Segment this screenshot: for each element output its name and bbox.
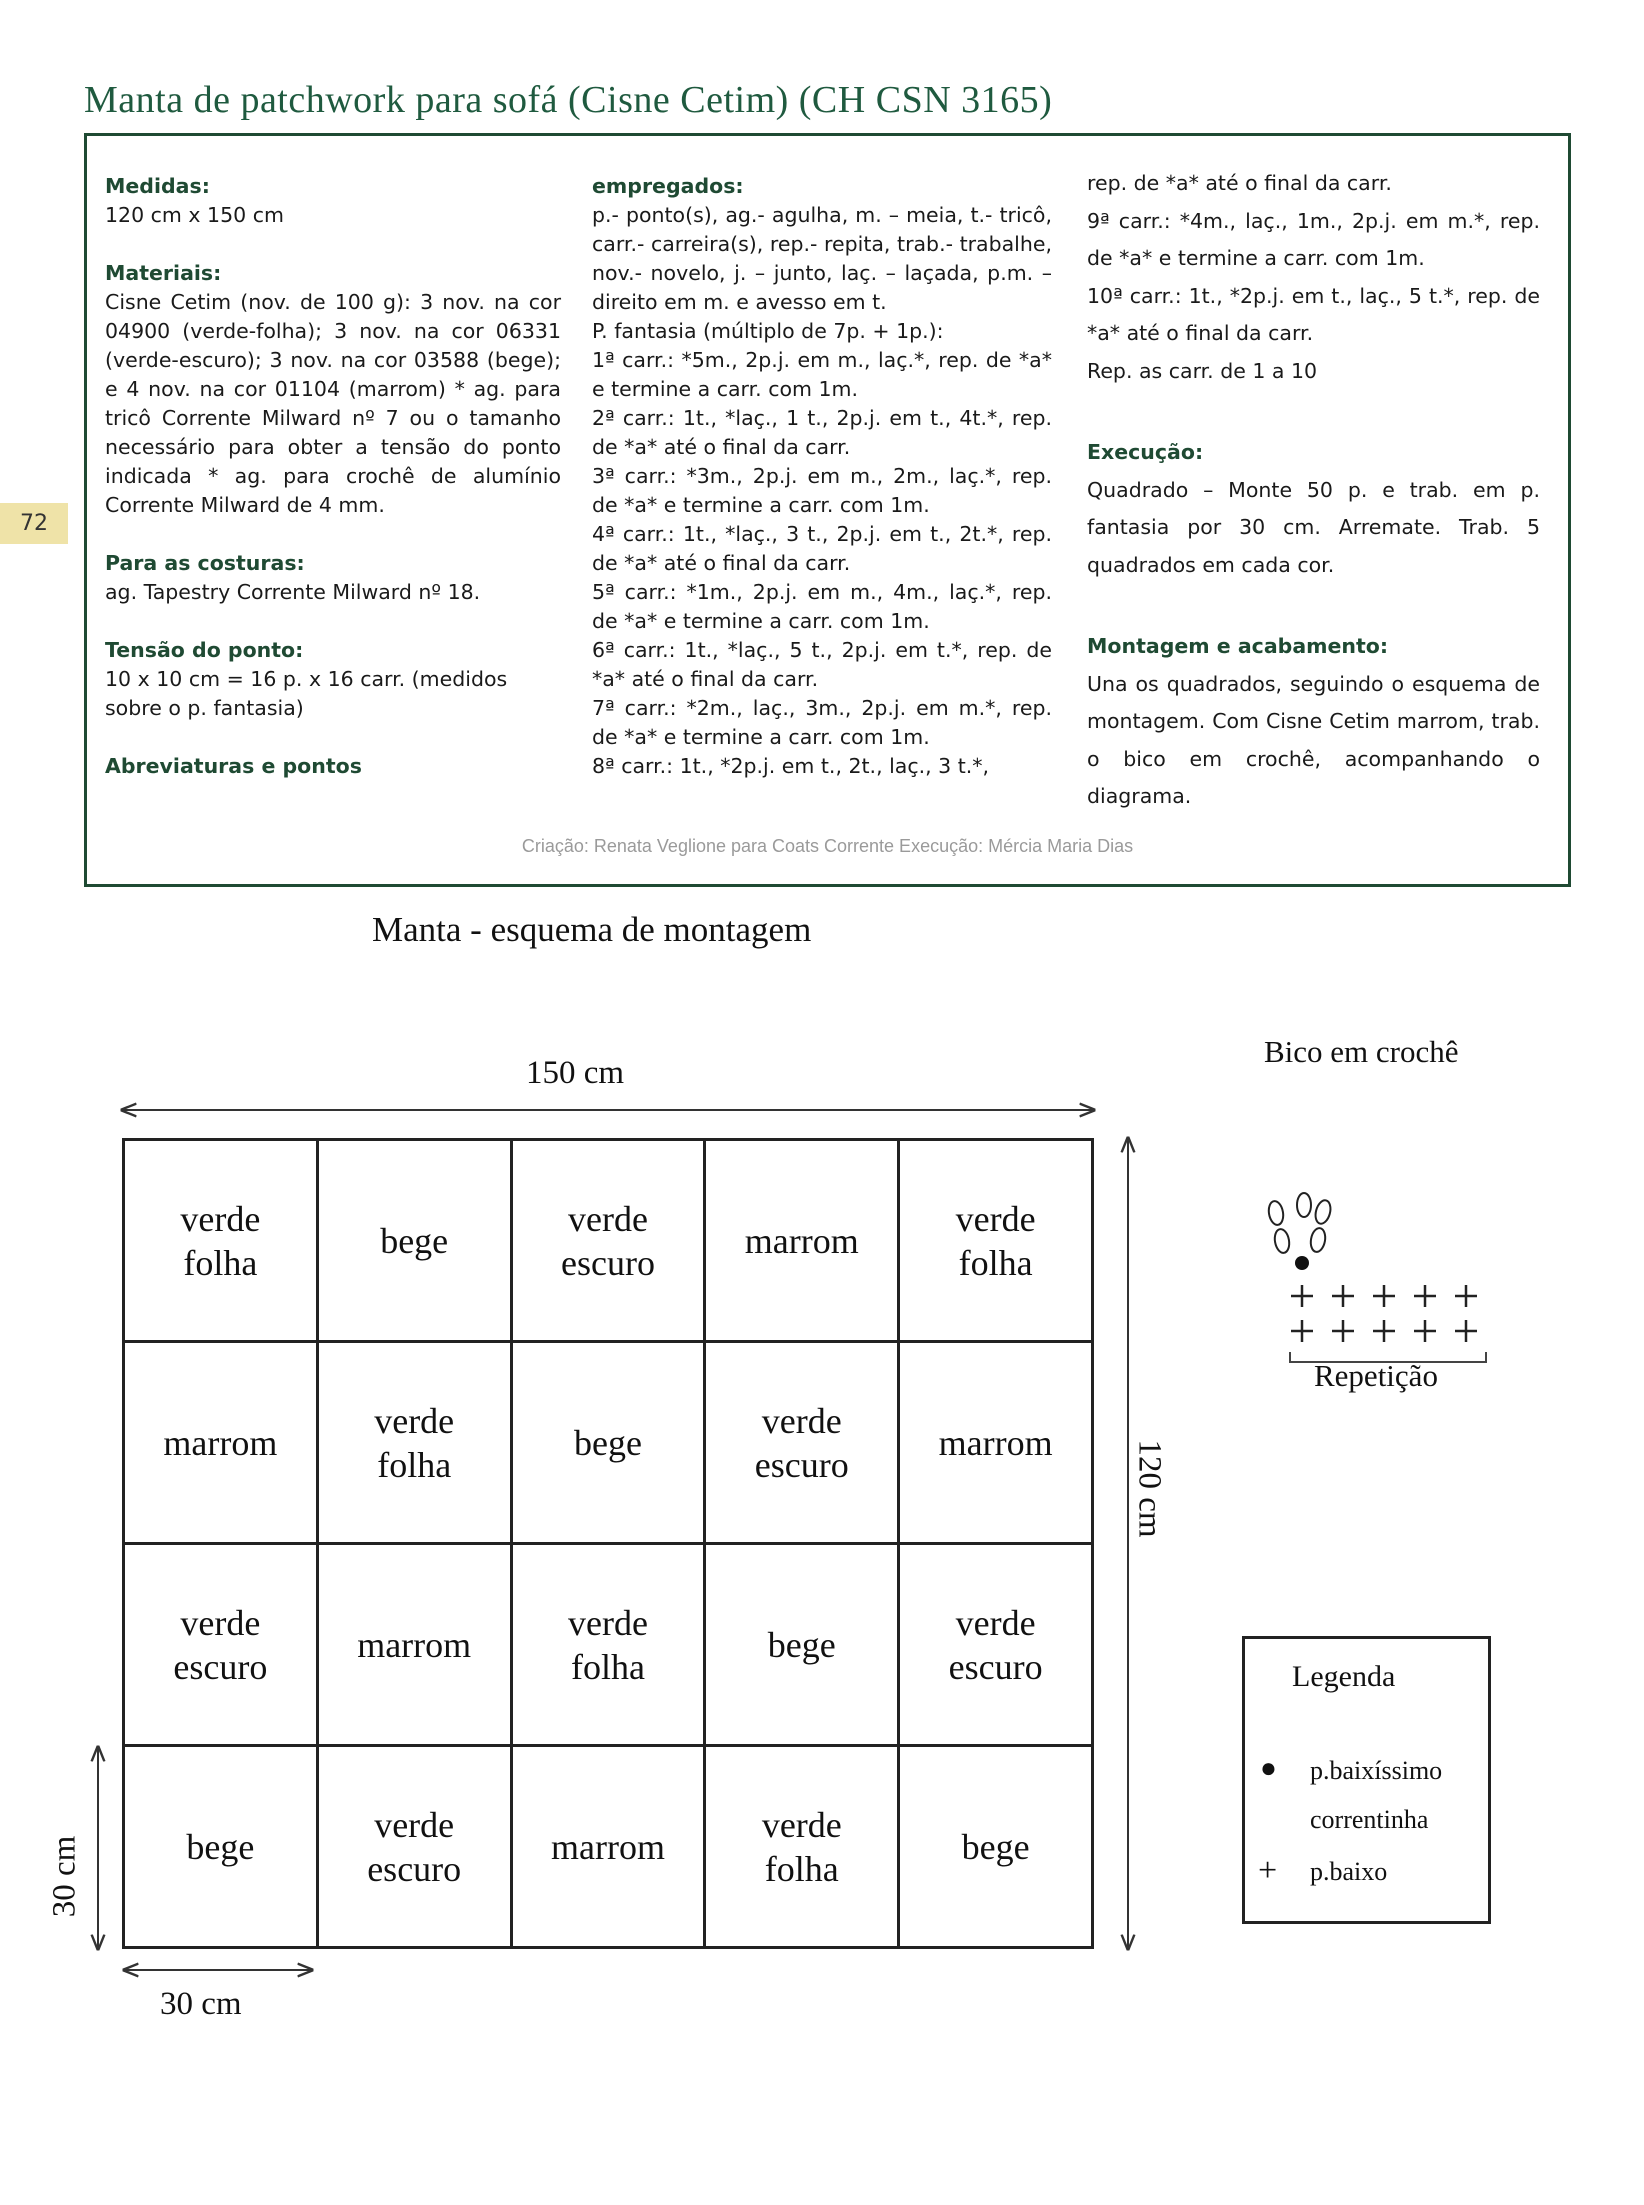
paragraph: p.- ponto(s), ag.- agulha, m. – meia, t.- tricô, carr.- carreira(s), rep.- repita, trab.- trabalhe, nov.- novelo, j. – junto, laç. – laçada, p.m. – direito em m. e avesso em t. bbox=[592, 203, 1052, 314]
grid-square: verde escuro bbox=[125, 1545, 319, 1747]
grid-square: marrom bbox=[900, 1343, 1094, 1545]
single-crochet-symbol bbox=[1414, 1320, 1436, 1342]
legend-item-label: p.baixo bbox=[1310, 1857, 1388, 1886]
chain-stitch-symbol bbox=[1267, 1200, 1285, 1226]
paragraph: 9ª carr.: *4m., laç., 1m., 2p.j. em m.*, rep. de *a* e termine a carr. com 1m. bbox=[1087, 208, 1540, 270]
text-line: 10 x 10 cm = 16 p. x 16 carr. (medidos sobre o p. fantasia) bbox=[105, 667, 508, 720]
legend-item-label: correntinha bbox=[1310, 1805, 1429, 1834]
info-column-1 bbox=[105, 172, 561, 781]
single-crochet-symbol bbox=[1291, 1320, 1313, 1342]
square-width-label: 30 cm bbox=[160, 1986, 242, 2022]
text-line: rep. de *a* até o final da carr. bbox=[1087, 171, 1392, 195]
single-crochet-symbol bbox=[1455, 1285, 1477, 1307]
text-line: Rep. as carr. de 1 a 10 bbox=[1087, 358, 1318, 383]
paragraph: 10ª carr.: 1t., *2p.j. em t., laç., 5 t.*, rep. de *a* até o final da carr. bbox=[1087, 283, 1540, 345]
grid-square: bege bbox=[513, 1343, 707, 1545]
slip-stitch-legend-icon: ● bbox=[1260, 1753, 1277, 1784]
section-heading: Materiais: bbox=[105, 261, 222, 285]
paragraph: 5ª carr.: *1m., 2p.j. em m., 4m., laç.*, rep. de *a* e termine a carr. com 1m. bbox=[592, 580, 1052, 633]
section-heading: Tensão do ponto: bbox=[105, 638, 304, 662]
chain-stitch-symbol bbox=[1313, 1199, 1333, 1226]
info-column-3 bbox=[1087, 165, 1540, 816]
single-crochet-symbol bbox=[1414, 1285, 1436, 1307]
text-line: P. fantasia (múltiplo de 7p. + 1p.): bbox=[592, 319, 944, 343]
paragraph: Una os quadrados, seguindo o esquema de montagem. Com Cisne Cetim marrom, trab. o bico em crochê, acompanhando o diagrama. bbox=[1087, 671, 1540, 808]
bico-title: Bico em crochê bbox=[1264, 1034, 1459, 1069]
paragraph: 4ª carr.: 1t., *laç., 3 t., 2p.j. em t., 2t.*, rep. de *a* até o final da carr. bbox=[592, 522, 1052, 575]
chain-stitch-symbol bbox=[1297, 1193, 1311, 1217]
single-crochet-symbol bbox=[1332, 1320, 1354, 1342]
grid-square: verde escuro bbox=[513, 1141, 707, 1343]
square-height-label: 30 cm bbox=[46, 1835, 83, 1918]
paragraph: 2ª carr.: 1t., *laç., 1 t., 2p.j. em t., 4t.*, rep. de *a* até o final da carr. bbox=[592, 406, 1052, 459]
spacer bbox=[105, 230, 561, 259]
page-number: 72 bbox=[0, 503, 68, 544]
grid-square: bege bbox=[125, 1747, 319, 1949]
grid-square: marrom bbox=[125, 1343, 319, 1545]
single-crochet-symbol bbox=[1373, 1320, 1395, 1342]
paragraph: 7ª carr.: *2m., laç., 3m., 2p.j. em m.*, rep. de *a* e termine a carr. com 1m. bbox=[592, 696, 1052, 749]
grid-square: marrom bbox=[319, 1545, 513, 1747]
grid-square: verde folha bbox=[900, 1141, 1094, 1343]
paragraph: 6ª carr.: 1t., *laç., 5 t., 2p.j. em t.*, rep. de *a* até o final da carr. bbox=[592, 638, 1052, 691]
legend-item-label: p.baixíssimo bbox=[1310, 1756, 1443, 1785]
grid-square: verde folha bbox=[706, 1747, 900, 1949]
section-heading: Execução: bbox=[1087, 440, 1204, 464]
chain-stitch-symbol bbox=[1273, 1228, 1291, 1254]
paragraph: 8ª carr.: 1t., *2p.j. em t., 2t., laç., 3 t.*, bbox=[592, 754, 990, 778]
grid-square: bege bbox=[900, 1747, 1094, 1949]
spacer bbox=[105, 520, 561, 549]
text-line: ag. Tapestry Corrente Milward nº 18. bbox=[105, 580, 481, 604]
single-crochet-symbol bbox=[1332, 1285, 1354, 1307]
grid-square: verde escuro bbox=[319, 1747, 513, 1949]
text-line: 120 cm x 150 cm bbox=[105, 203, 284, 227]
grid-square: bege bbox=[319, 1141, 513, 1343]
grid-square: verde folha bbox=[319, 1343, 513, 1545]
grid-square: verde folha bbox=[513, 1545, 707, 1747]
grid-square: bege bbox=[706, 1545, 900, 1747]
grid-square: verde escuro bbox=[900, 1545, 1094, 1747]
diagram-title: Manta - esquema de montagem bbox=[372, 910, 812, 949]
assembly-grid bbox=[122, 1138, 1094, 1949]
paragraph: 1ª carr.: *5m., 2p.j. em m., laç.*, rep. de *a* e termine a carr. com 1m. bbox=[592, 348, 1052, 401]
page-title: Manta de patchwork para sofá (Cisne Cetim) (CH CSN 3165) bbox=[84, 79, 1053, 121]
height-label: 120 cm bbox=[1131, 1439, 1168, 1538]
legend-title: Legenda bbox=[1292, 1660, 1396, 1693]
pattern-info-box bbox=[84, 133, 1571, 887]
repeat-label: Repetição bbox=[1314, 1358, 1438, 1393]
grid-square: verde escuro bbox=[706, 1343, 900, 1545]
width-label: 150 cm bbox=[526, 1055, 625, 1091]
plus-legend-icon: + bbox=[1258, 1852, 1278, 1889]
paragraph: Cisne Cetim (nov. de 100 g): 3 nov. na cor 04900 (verde-folha); 3 nov. na cor 06331 (verde-escuro); 3 nov. na cor 03588 (bege); e 4 nov. na cor 01104 (marrom) * ag. para tricô Corrente Milward nº 7 ou o tamanho necessário para obter a tensão do ponto indicada * ag. para crochê de alumínio Corrente Milward de 4 mm. bbox=[105, 290, 561, 517]
section-heading: Para as costuras: bbox=[105, 551, 305, 575]
single-crochet-symbol bbox=[1455, 1320, 1477, 1342]
spacer bbox=[105, 607, 561, 636]
paragraph: 3ª carr.: *3m., 2p.j. em m., 2m., laç.*, rep. de *a* e termine a carr. com 1m. bbox=[592, 464, 1052, 517]
single-crochet-symbol bbox=[1373, 1285, 1395, 1307]
spacer bbox=[1087, 390, 1540, 434]
single-crochet-symbol bbox=[1291, 1285, 1313, 1307]
paragraph: Quadrado – Monte 50 p. e trab. em p. fantasia por 30 cm. Arremate. Trab. 5 quadrados em cada cor. bbox=[1087, 477, 1540, 577]
section-heading: Montagem e acabamento: bbox=[1087, 634, 1389, 658]
section-heading: empregados: bbox=[592, 174, 744, 198]
grid-square: marrom bbox=[706, 1141, 900, 1343]
info-column-2 bbox=[592, 172, 1052, 781]
grid-square: marrom bbox=[513, 1747, 707, 1949]
section-heading: Abreviaturas e pontos bbox=[105, 754, 362, 778]
spacer bbox=[105, 723, 561, 752]
section-heading: Medidas: bbox=[105, 174, 210, 198]
grid-square: verde folha bbox=[125, 1141, 319, 1343]
spacer bbox=[1087, 584, 1540, 628]
chain-stitch-symbol bbox=[1309, 1227, 1327, 1253]
credits: Criação: Renata Veglione para Coats Corrente Execução: Mércia Maria Dias bbox=[521, 836, 1134, 856]
slip-stitch-symbol bbox=[1295, 1256, 1309, 1270]
